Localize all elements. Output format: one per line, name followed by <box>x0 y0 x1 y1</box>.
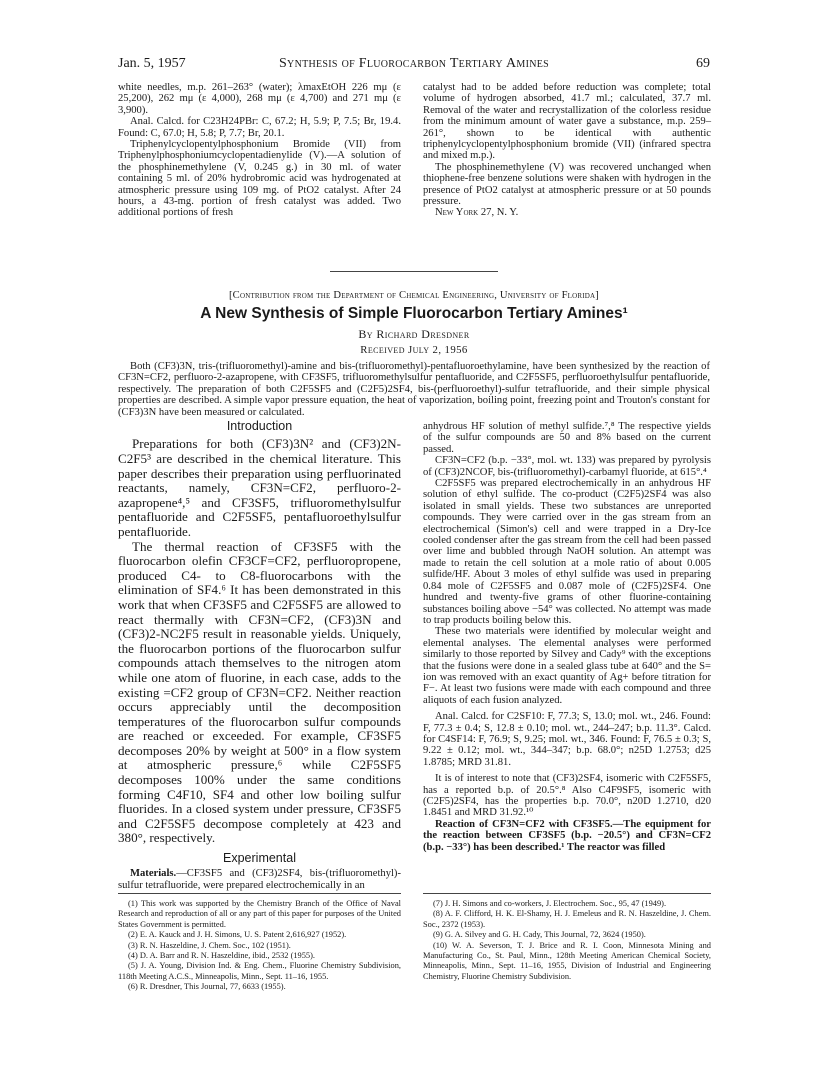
article-abstract: Both (CF3)3N, tris-(trifluoromethyl)-amine and bis-(trifluoromethyl)-pentafluoroethylamine, have been synthesized by the reaction of CF3N=CF2, perfluoro-2-azapropene, with CF3SF5, trifluoromethylsulfur pentafluoride, and C2F5SF5, perfluoroethylsulfur pentafluoride, respectively. The preparation of both C2F5SF5 and (C2F5)2SF4, bis-(perfluoroethyl)-sulfur tetrafluoride, and their simple physical properties are described. A simple vapor pressure equation, the heat of vaporization, boiling point, freezing point and Trouton's constant for (CF3)3N have been measured or calculated. <box>118 361 710 418</box>
article-left-column <box>118 421 401 891</box>
footnote: (3) R. N. Haszeldine, J. Chem. Soc., 102 (1951). <box>128 940 291 950</box>
previous-article-analysis: Anal. Calcd. for C23H24PBr: C, 67.2; H, 5.9; P, 7.5; Br, 19.4. Found: C, 67.0; H, 5.8; P, 7.7; Br, 20.1. <box>118 116 401 139</box>
analysis-paragraph: Anal. Calcd. for C2SF10: F, 77.3; S, 13.0; mol. wt., 246. Found: F, 77.3 ± 0.4; S, 12.8 ± 0.10; mol. wt., 244–247; b.p. 11.3°. Calcd. for C4SF14: F, 76.9; S, 9.25; mol. wt., 346. Found: F, 76.5 ± 0.3; S, 9.22 ± 0.12; mol. wt., 344–347; b.p. 68.0°; n25D 1.2753; d25 1.8785; MRD 31.81. <box>423 711 711 768</box>
materials-lead: Materials. <box>130 868 177 880</box>
running-head-date: Jan. 5, 1957 <box>118 56 186 71</box>
previous-article-paragraph: catalyst had to be added before reduction was complete; total volume of hydrogen absorbed, 41.7 ml.; calculated, 37.7 ml. Removal of the water and recrystallization of the colorless residue from the minimum amount of water gave a substance, m.p. 259–261°, shown to be identical with authentic triphenylcyclopentylphosphonium bromide (VII) (infrared spectra and mixed m.p.). <box>423 82 711 162</box>
introduction-paragraph: Preparations for both (CF3)3N² and (CF3)2N-C2F5³ are described in the chemical literature. This paper describes their preparation using perfluorinated reactants, namely, CF3N=CF2, perfluoro-2-azapropene⁴,⁵ and CF3SF5, trifluoromethylsulfur pentafluoride and C2F5SF5, pentafluoroethylsulfur pentafluoride. <box>118 436 401 539</box>
page-number: 69 <box>696 56 710 71</box>
reaction-paragraph: Reaction of CF3N=CF2 with CF3SF5.—The equipment for the reaction between CF3SF5 (b.p. −20.5°) and CF3N=CF2 (b.p. −33°) has been described.¹ The reactor was filled <box>423 818 711 853</box>
running-head-title: Synthesis of Fluorocarbon Tertiary Amines <box>278 56 550 71</box>
contribution-line: [Contribution from the Department of Chemical Engineering, University of Florida] <box>228 290 600 301</box>
running-head <box>118 56 710 76</box>
introduction-text <box>118 437 401 846</box>
footnote: (1) This work was supported by the Chemistry Branch of the Office of Naval Research and reproduction of all or any part of this paper for purposes of the United States Government is permitted. <box>118 899 401 929</box>
footnote: (10) W. A. Severson, T. J. Brice and R. I. Coon, Minnesota Mining and Manufacturing Co., St. Paul, Minn., 128th Meeting American Chemical Society, Minneapolis, Minn., Sept. 11–16, 1955, Division of Industrial and Engineering Chemistry, Fluorine Chemistry Subdivision. <box>423 940 711 981</box>
experimental-paragraph <box>118 868 401 891</box>
article-title: A New Synthesis of Simple Fluorocarbon Tertiary Amines¹ <box>200 305 628 322</box>
footnote: (9) G. A. Silvey and G. H. Cady, This Journal, 72, 3624 (1950). <box>433 930 646 940</box>
article-separator-rule <box>330 271 498 272</box>
body-paragraph: CF3N=CF2 (b.p. −33°, mol. wt. 133) was prepared by pyrolysis of (CF3)2NCOF, bis-(trifluoromethyl)-carbamyl fluoride, at 615°.⁴ <box>423 455 711 478</box>
body-paragraph: anhydrous HF solution of methyl sulfide.⁷,⁸ The respective yields of the sulfur compounds are 50 and 8% based on the current passed. <box>423 421 711 455</box>
introduction-heading: Introduction <box>226 419 293 433</box>
footnotes-left <box>118 899 401 993</box>
materials-text: —CF3SF5 and (CF3)2SF4, bis-(trifluoromethyl)-sulfur tetrafluoride, were prepared electrochemically in an <box>118 868 401 891</box>
footnote: (5) J. A. Young, Division Ind. & Eng. Chem., Fluorine Chemistry Subdivision, 118th Meeting A.C.S., Minneapolis, Minn., Sept. 11–16, 1955. <box>118 961 401 981</box>
footnotes-right <box>423 899 711 982</box>
article-author: By Richard Dresdner <box>358 327 470 341</box>
article-right-column <box>423 421 711 853</box>
previous-article-right-column <box>423 82 711 219</box>
previous-article-paragraph: The phosphinemethylene (V) was recovered unchanged when thiophene-free benzene solutions were shaken with hydrogen in the presence of PtO2 catalyst at atmospheric pressure or at 50 pounds pressure. <box>423 161 711 208</box>
footnote-rule <box>118 893 401 894</box>
body-paragraph: These two materials were identified by molecular weight and elemental analyses. The elemental analyses were performed similarly to those reported by Silvey and Cady⁹ with the exceptions that the fusions were done in a sealed glass tube at 640° and the S= ion was removed with an exact quantity of Ag+ before titration for F−. At least two fusions were made with each compound and three aliquots of each fusion analyzed. <box>423 626 711 706</box>
received-date: Received July 2, 1956 <box>360 344 468 356</box>
footnote: (4) D. A. Barr and R. N. Haszeldine, ibid., 2532 (1955). <box>128 951 316 961</box>
previous-article-paragraph: white needles, m.p. 261–263° (water); λmaxEtOH 226 mμ (ε 25,200), 262 mμ (ε 4,000), 268 mμ (ε 4,700) and 271 mμ (ε 3,900). <box>118 82 401 116</box>
previous-article-paragraph: Triphenylcyclopentylphosphonium Bromide (VII) from Triphenylphosphoniumcyclopentadienylide (V).—A solution of the phosphinemethylene (V, 0.245 g.) in 30 ml. of water containing 5 ml. of 20% hydrobromic acid was hydrogenated at atmospheric pressure using 109 mg. of PtO2 catalyst. After 24 hours, a 43-mg. portion of fresh catalyst was added. Two additional portions of fresh <box>118 139 401 219</box>
footnote-rule <box>423 893 711 894</box>
introduction-paragraph: The thermal reaction of CF3SF5 with the fluorocarbon olefin CF3CF=CF2, perfluoropropene, produced C4- to C8-fluorocarbons with the elimination of SF4.⁶ It has been demonstrated in this work that when CF3SF5 and C2F5SF5 are allowed to react thermally with CF3N=CF2, (CF3)3N and (CF3)2-NC2F5 result in reasonable yields. Uniquely, the fluorocarbon portions of the fluorocarbon sulfur compounds attach themselves to the nitrogen atom while one atom of fluorine, in each case, adds to the existing =CF2 group of CF3N=CF2. Neither reaction occurs appreciably until the decomposition temperatures of the fluorocarbon sulfur compounds are reached or exceeded. For example, CF3SF5 decomposes 20% by weight at 500° in a flow system at atmospheric pressure,⁶ while C2F5SF5 decomposes 100% under the same conditions forming C4F10, SF4 and other low boiling sulfur fluorides. In a closed system under pressure, CF3SF5 and C2F5SF5 decompose completely at 423 and 380°, respectively. <box>118 538 401 846</box>
footnote: (6) R. Dresdner, This Journal, 77, 6633 (1955). <box>128 982 286 992</box>
experimental-heading: Experimental <box>223 851 296 866</box>
previous-article-location: New York 27, N. Y. <box>435 207 519 219</box>
body-paragraph: C2F5SF5 was prepared electrochemically in an anhydrous HF solution of ethyl sulfide. The co-product (C2F5)2SF4 was also isolated in small yields. These two substances are unreported compounds. They were carried over in the gas stream from an electrochemical (Simon's) cell and were trapped in a Dry-Ice cooled condenser after the gas stream from the cell had been passed over lime and bubbled through NaOH solution. An attempt was made to retain the cell solution at a mole ratio of about 0.005 sulfide/HF. About 3 moles of ethyl sulfide was used in preparing 0.84 mole of C2F5SF5 and 0.087 mole of (C2F5)2SF4. One hundred and twenty-five grams of other fluorine-containing substances boiling above −54° was collected. No attempt was made to trap products boiling below this. <box>423 478 711 626</box>
body-paragraph: It is of interest to note that (CF3)2SF4, isomeric with C2F5SF5, has a reported b.p. of 20.5°.⁸ Also C4F9SF5, isomeric with (C2F5)2SF4, has the properties b.p. 70.0°, n20D 1.2710, d20 1.8451 and MRD 31.92.¹⁰ <box>423 773 711 819</box>
previous-article-left-column <box>118 82 401 219</box>
footnote: (2) E. A. Kauck and J. H. Simons, U. S. Patent 2,616,927 (1952). <box>128 930 347 940</box>
footnote: (8) A. F. Clifford, H. K. El-Shamy, H. J. Emeleus and R. N. Haszeldine, J. Chem. Soc., 2372 (1953). <box>423 909 711 929</box>
footnote: (7) J. H. Simons and co-workers, J. Electrochem. Soc., 95, 47 (1949). <box>433 899 667 908</box>
